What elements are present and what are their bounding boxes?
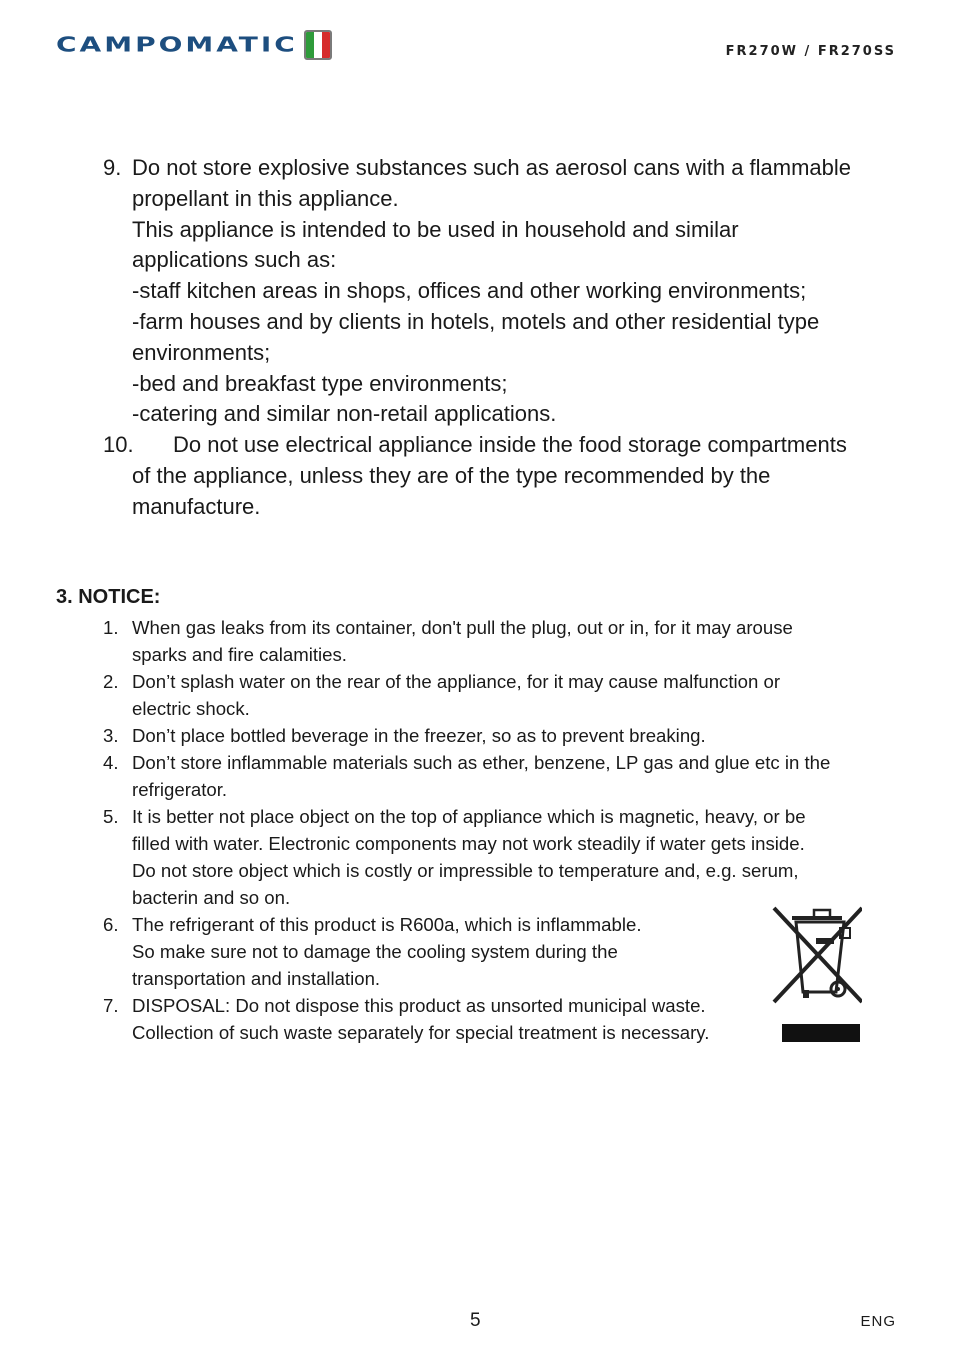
language-code: ENG <box>860 1313 896 1330</box>
list-item-number: 5. <box>103 806 119 827</box>
list-item <box>0 153 954 430</box>
list-item-line: manufacture. <box>132 493 261 519</box>
list-item-line: Do not store explosive substances such as aerosol cans with a flammable <box>132 155 852 180</box>
list-item-line: sparks and fire calamities. <box>132 644 347 665</box>
list-item-line: The refrigerant of this product is R600a, which is inflammable. <box>132 914 642 935</box>
list-item-line: DISPOSAL: Do not dispose this product as unsorted municipal waste. <box>132 995 706 1016</box>
list-item-line: Don’t store inflammable materials such as ether, benzene, LP gas and glue etc in the <box>132 752 831 773</box>
safety-list-continued <box>0 153 954 523</box>
list-item-number: 6. <box>103 914 119 935</box>
list-item <box>0 614 954 668</box>
list-item-line: applications such as: <box>132 247 337 273</box>
list-item-number: 2. <box>103 671 119 692</box>
list-item-line: of the appliance, unless they are of the type recommended by the <box>132 462 771 488</box>
list-item <box>103 430 897 522</box>
list-item-line: This appliance is intended to be used in household and similar <box>132 216 739 242</box>
section-heading: 3. NOTICE: <box>56 586 161 608</box>
italian-flag-icon <box>304 30 332 60</box>
list-item-number: 10. <box>103 432 134 458</box>
list-item-number: 9. <box>103 155 122 180</box>
model-number: FR270W / FR270SS <box>725 44 896 59</box>
brand-logo <box>56 30 332 60</box>
crossed-out-wheelie-bin-icon <box>770 906 862 1046</box>
brand-name: CAMPOMATIC <box>56 32 298 57</box>
list-item-line: It is better not place object on the top of appliance which is magnetic, heavy, or be <box>132 806 806 827</box>
list-item-line: -catering and similar non-retail applications. <box>132 401 557 427</box>
list-item-line: propellant in this appliance. <box>132 185 399 211</box>
page-number: 5 <box>470 1310 481 1331</box>
list-item-line: Do not store object which is costly or impressible to temperature and, e.g. serum, <box>132 860 799 881</box>
list-item <box>0 668 954 722</box>
list-item-line: -farm houses and by clients in hotels, motels and other residential type <box>132 308 820 334</box>
list-item-line: filled with water. Electronic components may not work steadily if water gets inside. <box>132 833 805 854</box>
list-item-line: -staff kitchen areas in shops, offices and other working environments; <box>132 278 807 304</box>
list-item-number: 1. <box>103 617 119 638</box>
list-item-line: environments; <box>132 339 271 365</box>
list-item <box>0 749 954 803</box>
list-item-line: Collection of such waste separately for special treatment is necessary. <box>132 1022 710 1043</box>
list-item <box>0 722 954 749</box>
list-item-line: Do not use electrical appliance inside the food storage compartments <box>173 432 847 458</box>
list-item-line: Don’t splash water on the rear of the appliance, for it may cause malfunction or <box>132 671 781 692</box>
list-item-line: refrigerator. <box>132 779 228 800</box>
list-item-line: bacterin and so on. <box>132 887 291 908</box>
list-item-line: So make sure not to damage the cooling system during the <box>132 941 618 962</box>
list-item <box>0 803 954 911</box>
list-item-line: -bed and breakfast type environments; <box>132 370 508 396</box>
list-item-number: 7. <box>103 995 119 1016</box>
list-item-number: 3. <box>103 725 119 746</box>
list-item-line: electric shock. <box>132 698 250 719</box>
list-item-line: Don’t place bottled beverage in the freezer, so as to prevent breaking. <box>132 725 706 746</box>
list-item-line: transportation and installation. <box>132 968 381 989</box>
list-item-number: 4. <box>103 752 119 773</box>
list-item-line: When gas leaks from its container, don't pull the plug, out or in, for it may arouse <box>132 617 793 638</box>
